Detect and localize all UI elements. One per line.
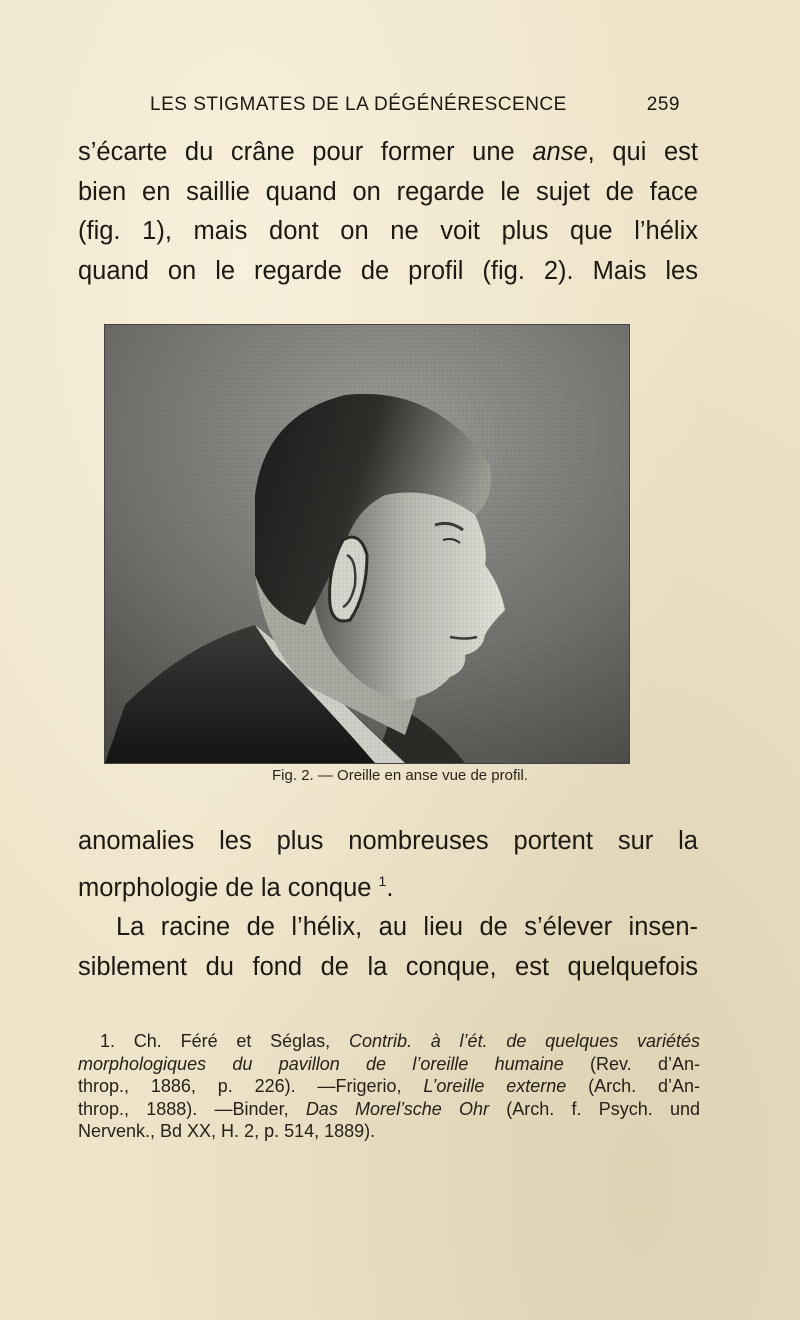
paragraph-1: [78, 133, 698, 291]
text-line: s’écarte du crâne pour former une anse, qui est: [78, 138, 698, 166]
text-line: morphologie de la conque $^1$.: [78, 872, 394, 902]
text-line: (fig. 1), mais dont on ne voit plus que l’hélix: [78, 217, 698, 245]
text-line: quand on le regarde de profil (fig. 2). Mais les: [78, 256, 698, 285]
text-line: bien en saillie quand on regarde le sujet de face: [78, 177, 698, 206]
footnote: [78, 1030, 700, 1143]
footnote-line: morphologiques du pavillon de l’oreille humaine (Rev. d’An-: [78, 1053, 700, 1074]
paragraph-2: [78, 822, 698, 987]
footnote-line: throp., 1888). —Binder, Das Morel’sche Ohr (Arch. f. Psych. und: [78, 1098, 700, 1119]
page-number: 259: [646, 94, 680, 115]
running-title: LES STIGMATES DE LA DÉGÉNÉRESCENCE: [150, 94, 567, 115]
footnote-line: 1. Ch. Féré et Séglas, Contrib. à l’ét. de quelques variétés: [100, 1031, 700, 1051]
text-line: anomalies les plus nombreuses portent sur la: [78, 827, 698, 855]
footnote-marker: 1: [378, 872, 387, 889]
text-line: La racine de l’hélix, au lieu de s’élever insen-: [116, 913, 698, 941]
text-line: siblement du fond de la conque, est quelquefois: [78, 952, 698, 981]
portrait-illustration: [105, 325, 629, 763]
footnote-line: Nervenk., Bd XX, H. 2, p. 514, 1889).: [78, 1121, 376, 1141]
footnote-line: throp., 1886, p. 226). —Frigerio, L’oreille externe (Arch. d’An-: [78, 1076, 700, 1096]
figure-caption: Fig. 2. — Oreille en anse vue de profil.: [272, 767, 528, 784]
profile-portrait-figure: [104, 324, 630, 764]
italic-term: anse: [532, 138, 588, 166]
